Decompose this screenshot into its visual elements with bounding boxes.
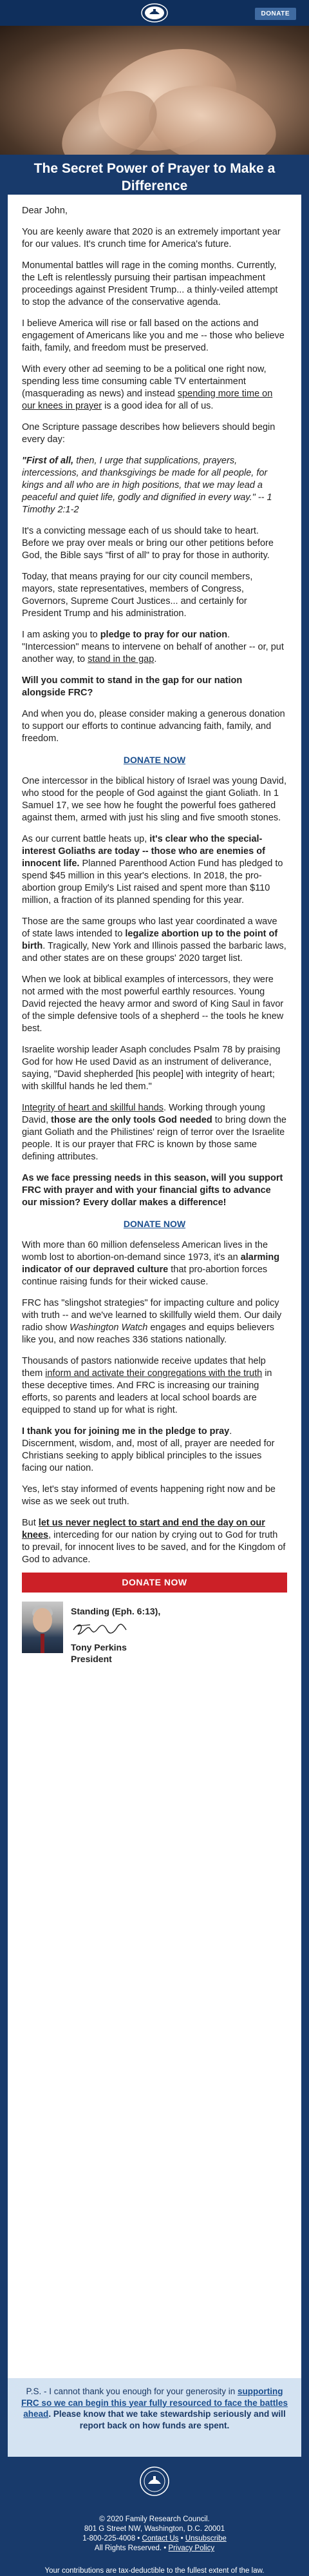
avatar (22, 1602, 63, 1653)
p9-bold: Will you commit to stand in the gap for our nation alongside FRC? (22, 675, 243, 698)
paragraph-13 (22, 916, 287, 965)
p4-text-a: With every other ad seeming to be a political one right now, spending less time consuming cable TV entertainment (masquerading as news) and instead (22, 364, 267, 399)
paragraph-15: Israelite worship leader Asaph concludes Psalm 78 by praising God for how He used David as an instrument of deliverance, saying, "David shepherded [his people] with integrity of heart; with skillful hands he led them." (22, 1045, 281, 1092)
paragraph-7: Today, that means praying for our city council members, mayors, state representatives, members of Congress, Governors, Supreme Court Justices... and certainly for President Trump and his administration. (22, 572, 253, 619)
paragraph-12 (22, 833, 287, 907)
p23-text-a: But (22, 1518, 39, 1528)
paragraph-20 (22, 1355, 287, 1417)
avatar-face (33, 1608, 52, 1632)
frc-footer-seal-logo[interactable] (139, 2466, 170, 2497)
p8-text-c: . (154, 654, 157, 664)
contact-us-link[interactable]: Contact Us (142, 2535, 179, 2542)
p13-bold: legalize abortion up to the point of birth (22, 929, 278, 951)
p18-bold: alarming indicator of our depraved culture (22, 1252, 280, 1275)
ps-text-b: . Please know that we take stewardship seriously and will report back on how funds are spent. (48, 2409, 286, 2430)
quote-rest: then, I urge that supplications, prayers, intercessions, and thanksgivings be made for all people, for kings and all who are in high positions, that we may lead a peaceful and quiet life, godly and dignified in every way." -- 1 Timothy 2:1-2 (22, 456, 272, 515)
footer-copyright: © 2020 Family Research Council. (99, 2515, 210, 2523)
title-band (0, 155, 309, 195)
postscript (8, 2378, 301, 2457)
quote-lead: "First of all, (22, 456, 74, 466)
paragraph-6: It's a convicting message each of us should take to heart. Before we pray over meals or bring our other petitions before God, the Bible says "first of all" to pray for those in authority. (22, 526, 274, 561)
p12-bold: it's clear who the special-interest Goliaths are today -- those who are enemies of innocent life. (22, 834, 265, 869)
footer-links-row: 1-800-225-4008 • Contact Us • Unsubscribe (82, 2535, 227, 2542)
signature-standing: Standing (Eph. 6:13), (71, 1606, 161, 1616)
p8-text-b: . "Intercession" means to intervene on behalf of another -- or, put another way, to (22, 630, 284, 664)
paragraph-16 (22, 1102, 287, 1163)
paragraph-17 (22, 1172, 287, 1209)
footer-address: 801 G Street NW, Washington, D.C. 20001 (84, 2525, 225, 2533)
p4-text-b: is a good idea for all of us. (102, 401, 214, 411)
signature-block (22, 1602, 287, 1665)
support-frc-link[interactable]: supporting FRC so we can begin this year fully resourced to face the battles ahead (21, 2387, 288, 2419)
paragraph-2: Monumental battles will rage in the coming months. Currently, the Left is relentlessly pursuing their partisan impeachment proceedings against President Trump... a thinly-veiled attempt to stop the advance of the conservative agenda. (22, 260, 278, 307)
paragraph-14: When we look at biblical examples of intercessors, they were not armed with the most powerful earthly resources. Young David rejected the heavy armor and sword of King Saul in favor of the simple defensive tools of a shepherd -- the tools he knew best. (22, 974, 284, 1034)
footer-rights: All Rights Reserved. (94, 2544, 162, 2552)
paragraph-19 (22, 1297, 287, 1346)
signature-role: President (71, 1654, 112, 1664)
p8-bold: pledge to pray for our nation (100, 630, 228, 640)
p21-text-b: . Discernment, wisdom, and, most of all, prayer are needed for Christians seeking to apply biblical principles to the issues facing our nation. (22, 1426, 275, 1473)
paragraph-3: I believe America will rise or fall based on the actions and engagement of Americans like you and me -- those who believe faith, family, and freedom must be preserved. (22, 318, 285, 353)
stand-in-gap-link[interactable]: stand in the gap (88, 654, 154, 664)
donate-now-link-2[interactable]: DONATE NOW (123, 1219, 186, 1229)
inform-activate-link[interactable]: inform and activate their congregations with the truth (45, 1368, 263, 1379)
paragraph-4 (22, 363, 287, 412)
radio-show-name: Washington Watch (70, 1322, 148, 1333)
unsubscribe-link[interactable]: Unsubscribe (185, 2535, 227, 2542)
p17-bold: As we face pressing needs in this season, will you support FRC with prayer and with your financial gifts to advance our mission? Every dollar makes a difference! (22, 1173, 283, 1208)
footer-rights-row: All Rights Reserved. • Privacy Policy (94, 2544, 215, 2552)
knees-link[interactable]: let us never neglect to start and end the day on our knees (22, 1518, 265, 1540)
hero-image-praying-hands (0, 26, 309, 155)
paragraph-21 (22, 1426, 287, 1475)
p18-text-b: that pro-abortion forces continue raising funds for their wicked cause. (22, 1264, 268, 1287)
p16-bold: those are the only tools God needed (51, 1115, 212, 1125)
footer (0, 2457, 309, 2576)
top-bar (0, 0, 309, 26)
p8-text-a: I am asking you to (22, 630, 100, 640)
footer-phone: 1-800-225-4008 (82, 2535, 136, 2542)
signature-text (71, 1602, 160, 1665)
p23-text-b: , interceding for our nation by crying out to God for truth to prevail, for innocent lives to be saved, and for the Kingdom of God to advance. (22, 1530, 286, 1565)
paragraph-9 (22, 675, 287, 699)
prayer-link[interactable]: spending more time on our knees in prayer (22, 389, 273, 411)
integrity-link[interactable]: Integrity of heart and skillful hands (22, 1103, 164, 1113)
paragraph-1: You are keenly aware that 2020 is an extremely important year for our values. It's crunch time for America's future. (22, 227, 281, 249)
footer-tax-note: Your contributions are tax-deductible to the fullest extent of the law. (44, 2567, 265, 2575)
handwritten-signature (71, 1621, 129, 1638)
p12-text-b: Planned Parenthood Action Fund has pledged to spend $45 million in this year's elections. In 2018, the pro-abortion group Emily's List raised and spent more than $110 million, a fraction of its planned spending for this year. (22, 858, 283, 905)
greeting: Dear John, (22, 206, 68, 216)
p21-bold: I thank you for joining me in the pledge to pray (22, 1426, 230, 1437)
paragraph-10: And when you do, please consider making a generous donation to support our efforts to continue advancing faith, family, and freedom. (22, 709, 285, 744)
privacy-policy-link[interactable]: Privacy Policy (168, 2544, 215, 2552)
signature-name: Tony Perkins (71, 1642, 127, 1652)
paragraph-8 (22, 629, 287, 666)
p16-text-b: to bring down the giant Goliath and the Philistines' reign of terror over the Israelite people. It is our prayer that FRC is known by those same defining attributes. (22, 1115, 286, 1162)
p16-text-a: . Working through young David, (22, 1103, 265, 1125)
donate-header-button[interactable]: DONATE (255, 8, 296, 20)
frc-seal-logo[interactable] (140, 3, 169, 23)
p20-text-b: in these deceptive times. And FRC is increasing our training efforts, so parents and leaders at local school boards are equipped to stand up for what is right. (22, 1368, 272, 1415)
letter-body (8, 195, 301, 2378)
page-title: The Secret Power of Prayer to Make a Difference (33, 161, 276, 193)
paragraph-23 (22, 1517, 287, 1566)
paragraph-18 (22, 1239, 287, 1288)
p19-text-b: engages and equips believers like you, and now reaches 336 stations nationally. (22, 1322, 275, 1345)
scripture-quote (22, 455, 287, 516)
p20-text-a: Thousands of pastors nationwide receive updates that help them (22, 1356, 266, 1379)
p19-text-a: FRC has "slingshot strategies" for impacting culture and policy with truth -- and we've learned to skillfully wield them. Our daily radio show (22, 1298, 282, 1333)
p12-text-a: As our current battle heats up, (22, 834, 150, 844)
avatar-tie (41, 1634, 44, 1653)
p18-text-a: With more than 60 million defenseless American lives in the womb lost to abortion-on-demand since 1973, it's an (22, 1240, 268, 1263)
paragraph-5: One Scripture passage describes how believers should begin every day: (22, 422, 276, 445)
p13-text-b: . Tragically, New York and Illinois passed the barbaric laws, and other states are on these groups' 2020 target list. (22, 941, 286, 964)
p13-text-a: Those are the same groups who last year coordinated a wave of state laws intended to (22, 916, 277, 939)
ps-text-a: P.S. - I cannot thank you enough for your generosity in (26, 2387, 238, 2396)
donate-now-link-1[interactable]: DONATE NOW (123, 755, 186, 765)
paragraph-11: One intercessor in the biblical history of Israel was young David, who stood for the people of God against the giant Goliath. In 1 Samuel 17, we see how he fought the powerful foes gathered against them, armed with just his sling and five smooth stones. (22, 776, 287, 823)
paragraph-22: Yes, let's stay informed of events happening right now and be wise as we seek out truth. (22, 1484, 276, 1507)
donate-now-button[interactable]: DONATE NOW (22, 1573, 287, 1593)
